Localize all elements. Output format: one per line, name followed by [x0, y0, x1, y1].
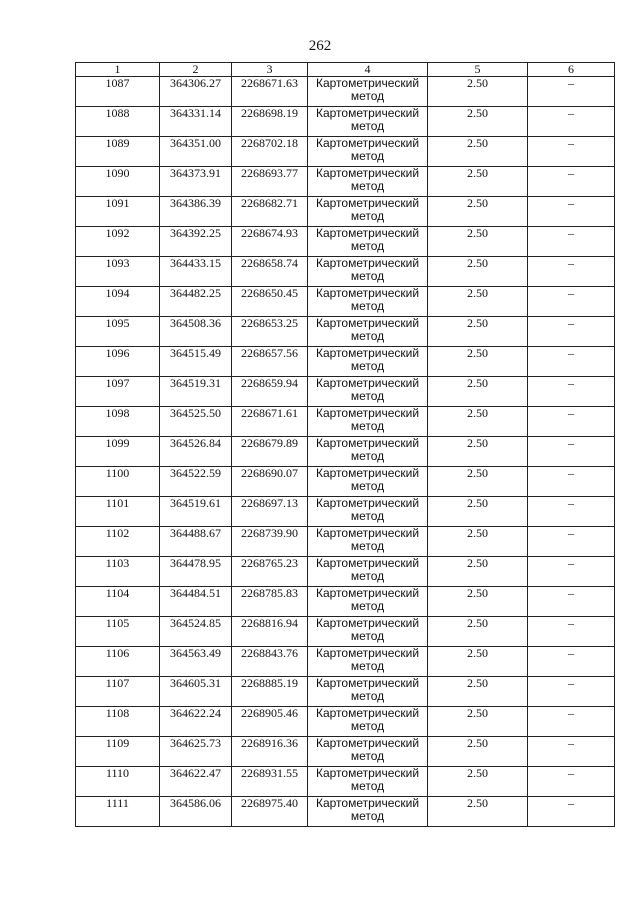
accuracy-value: 2.50: [428, 737, 528, 767]
method-line-2: метод: [350, 209, 385, 223]
empty-value-dash: –: [528, 257, 615, 287]
method-cell: [308, 107, 428, 137]
accuracy-value: 2.50: [428, 647, 528, 677]
table-row: [76, 437, 615, 467]
empty-value-dash: –: [528, 107, 615, 137]
method-cell: [308, 347, 428, 377]
empty-value-dash: –: [528, 767, 615, 797]
point-number: 1110: [76, 767, 160, 797]
method-cell: [308, 767, 428, 797]
empty-value-dash: –: [528, 347, 615, 377]
accuracy-value: 2.50: [428, 617, 528, 647]
coordinate-x: 364488.67: [160, 527, 232, 557]
point-number: 1088: [76, 107, 160, 137]
coordinate-x: 364331.14: [160, 107, 232, 137]
method-cell: [308, 317, 428, 347]
method-line-1: Картометрический: [315, 436, 420, 450]
coordinates-table: [75, 62, 615, 827]
point-number: 1107: [76, 677, 160, 707]
table-row: [76, 677, 615, 707]
method-line-1: Картометрический: [315, 346, 420, 360]
method-cell: [308, 467, 428, 497]
coordinate-x: 364392.25: [160, 227, 232, 257]
method-line-1: Картометрический: [315, 766, 420, 780]
method-line-1: Картометрический: [315, 796, 420, 810]
empty-value-dash: –: [528, 617, 615, 647]
empty-value-dash: –: [528, 437, 615, 467]
table-row: [76, 257, 615, 287]
coordinate-x: 364482.25: [160, 287, 232, 317]
coordinate-x: 364484.51: [160, 587, 232, 617]
point-number: 1093: [76, 257, 160, 287]
coordinate-x: 364563.49: [160, 647, 232, 677]
coordinate-x: 364478.95: [160, 557, 232, 587]
coordinate-x: 364515.49: [160, 347, 232, 377]
coordinate-y: 2268975.40: [232, 797, 308, 827]
method-line-1: Картометрический: [315, 616, 420, 630]
method-cell: [308, 167, 428, 197]
method-line-1: Картометрический: [315, 166, 420, 180]
coordinate-x: 364622.24: [160, 707, 232, 737]
header-row: [76, 63, 615, 77]
method-cell: [308, 407, 428, 437]
method-line-1: Картометрический: [315, 196, 420, 210]
table-row: [76, 107, 615, 137]
method-line-1: Картометрический: [315, 496, 420, 510]
method-line-2: метод: [350, 329, 385, 343]
empty-value-dash: –: [528, 497, 615, 527]
table-row: [76, 347, 615, 377]
coordinate-x: 364306.27: [160, 77, 232, 107]
coordinate-y: 2268671.63: [232, 77, 308, 107]
point-number: 1089: [76, 137, 160, 167]
point-number: 1090: [76, 167, 160, 197]
method-line-1: Картометрический: [315, 676, 420, 690]
coordinate-x: 364622.47: [160, 767, 232, 797]
method-cell: [308, 677, 428, 707]
coordinate-y: 2268739.90: [232, 527, 308, 557]
coordinate-x: 364524.85: [160, 617, 232, 647]
method-cell: [308, 287, 428, 317]
method-line-1: Картометрический: [315, 586, 420, 600]
accuracy-value: 2.50: [428, 137, 528, 167]
table-row: [76, 377, 615, 407]
method-line-2: метод: [350, 689, 385, 703]
empty-value-dash: –: [528, 467, 615, 497]
point-number: 1099: [76, 437, 160, 467]
column-header-6: 6: [528, 63, 615, 77]
coordinate-y: 2268671.61: [232, 407, 308, 437]
coordinate-x: 364625.73: [160, 737, 232, 767]
point-number: 1097: [76, 377, 160, 407]
empty-value-dash: –: [528, 737, 615, 767]
coordinate-y: 2268657.56: [232, 347, 308, 377]
accuracy-value: 2.50: [428, 527, 528, 557]
accuracy-value: 2.50: [428, 677, 528, 707]
accuracy-value: 2.50: [428, 557, 528, 587]
coordinate-y: 2268659.94: [232, 377, 308, 407]
method-line-2: метод: [350, 539, 385, 553]
empty-value-dash: –: [528, 677, 615, 707]
empty-value-dash: –: [528, 137, 615, 167]
point-number: 1102: [76, 527, 160, 557]
method-cell: [308, 527, 428, 557]
method-line-2: метод: [350, 629, 385, 643]
coordinate-x: 364605.31: [160, 677, 232, 707]
empty-value-dash: –: [528, 797, 615, 827]
accuracy-value: 2.50: [428, 347, 528, 377]
method-cell: [308, 737, 428, 767]
table-row: [76, 197, 615, 227]
empty-value-dash: –: [528, 227, 615, 257]
coordinate-x: 364386.39: [160, 197, 232, 227]
method-cell: [308, 377, 428, 407]
table-row: [76, 767, 615, 797]
coordinate-x: 364373.91: [160, 167, 232, 197]
method-line-2: метод: [350, 269, 385, 283]
method-line-2: метод: [350, 89, 385, 103]
point-number: 1095: [76, 317, 160, 347]
accuracy-value: 2.50: [428, 377, 528, 407]
table-row: [76, 707, 615, 737]
method-cell: [308, 77, 428, 107]
point-number: 1096: [76, 347, 160, 377]
method-line-2: метод: [350, 659, 385, 673]
coordinate-y: 2268653.25: [232, 317, 308, 347]
empty-value-dash: –: [528, 317, 615, 347]
coordinate-y: 2268674.93: [232, 227, 308, 257]
point-number: 1103: [76, 557, 160, 587]
method-cell: [308, 227, 428, 257]
page-number: 262: [308, 38, 332, 54]
table-row: [76, 137, 615, 167]
method-line-2: метод: [350, 599, 385, 613]
point-number: 1100: [76, 467, 160, 497]
coordinate-y: 2268816.94: [232, 617, 308, 647]
method-line-2: метод: [350, 749, 385, 763]
table-row: [76, 167, 615, 197]
method-cell: [308, 617, 428, 647]
method-cell: [308, 557, 428, 587]
method-cell: [308, 197, 428, 227]
point-number: 1105: [76, 617, 160, 647]
accuracy-value: 2.50: [428, 227, 528, 257]
accuracy-value: 2.50: [428, 797, 528, 827]
table-row: [76, 407, 615, 437]
empty-value-dash: –: [528, 287, 615, 317]
method-line-2: метод: [350, 719, 385, 733]
method-line-1: Картометрический: [315, 646, 420, 660]
empty-value-dash: –: [528, 167, 615, 197]
method-line-1: Картометрический: [315, 226, 420, 240]
column-header-3: 3: [232, 63, 308, 77]
column-header-1: 1: [76, 63, 160, 77]
point-number: 1104: [76, 587, 160, 617]
method-line-2: метод: [350, 809, 385, 823]
method-line-2: метод: [350, 449, 385, 463]
accuracy-value: 2.50: [428, 707, 528, 737]
column-header-2: 2: [160, 63, 232, 77]
column-header-4: 4: [308, 63, 428, 77]
coordinate-y: 2268785.83: [232, 587, 308, 617]
method-line-2: метод: [350, 779, 385, 793]
accuracy-value: 2.50: [428, 197, 528, 227]
method-line-1: Картометрический: [315, 466, 420, 480]
method-line-2: метод: [350, 119, 385, 133]
accuracy-value: 2.50: [428, 167, 528, 197]
method-cell: [308, 707, 428, 737]
method-line-2: метод: [350, 509, 385, 523]
coordinate-x: 364519.31: [160, 377, 232, 407]
table-row: [76, 317, 615, 347]
coordinate-x: 364586.06: [160, 797, 232, 827]
point-number: 1101: [76, 497, 160, 527]
accuracy-value: 2.50: [428, 767, 528, 797]
coordinate-y: 2268693.77: [232, 167, 308, 197]
table-row: [76, 647, 615, 677]
empty-value-dash: –: [528, 527, 615, 557]
method-line-2: метод: [350, 299, 385, 313]
coordinate-x: 364508.36: [160, 317, 232, 347]
accuracy-value: 2.50: [428, 257, 528, 287]
coordinate-y: 2268650.45: [232, 287, 308, 317]
method-line-1: Картометрический: [315, 406, 420, 420]
accuracy-value: 2.50: [428, 467, 528, 497]
empty-value-dash: –: [528, 557, 615, 587]
method-line-1: Картометрический: [315, 736, 420, 750]
method-line-2: метод: [350, 479, 385, 493]
empty-value-dash: –: [528, 377, 615, 407]
table-row: [76, 287, 615, 317]
accuracy-value: 2.50: [428, 107, 528, 137]
coordinate-y: 2268765.23: [232, 557, 308, 587]
point-number: 1091: [76, 197, 160, 227]
coordinate-x: 364433.15: [160, 257, 232, 287]
point-number: 1092: [76, 227, 160, 257]
method-cell: [308, 257, 428, 287]
empty-value-dash: –: [528, 707, 615, 737]
coordinate-x: 364519.61: [160, 497, 232, 527]
coordinate-y: 2268916.36: [232, 737, 308, 767]
method-cell: [308, 497, 428, 527]
method-cell: [308, 137, 428, 167]
table-row: [76, 617, 615, 647]
coordinate-y: 2268843.76: [232, 647, 308, 677]
method-line-2: метод: [350, 389, 385, 403]
coordinate-x: 364525.50: [160, 407, 232, 437]
method-line-1: Картометрический: [315, 316, 420, 330]
point-number: 1106: [76, 647, 160, 677]
accuracy-value: 2.50: [428, 437, 528, 467]
coordinate-x: 364526.84: [160, 437, 232, 467]
coordinate-y: 2268905.46: [232, 707, 308, 737]
coordinate-y: 2268690.07: [232, 467, 308, 497]
method-line-1: Картометрический: [315, 76, 420, 90]
table-row: [76, 467, 615, 497]
empty-value-dash: –: [528, 77, 615, 107]
empty-value-dash: –: [528, 587, 615, 617]
method-line-2: метод: [350, 179, 385, 193]
point-number: 1087: [76, 77, 160, 107]
coordinate-y: 2268679.89: [232, 437, 308, 467]
coordinate-y: 2268682.71: [232, 197, 308, 227]
method-line-2: метод: [350, 149, 385, 163]
coordinate-y: 2268658.74: [232, 257, 308, 287]
coordinate-y: 2268697.13: [232, 497, 308, 527]
point-number: 1094: [76, 287, 160, 317]
coordinate-y: 2268885.19: [232, 677, 308, 707]
table-body: [76, 77, 615, 827]
table-row: [76, 527, 615, 557]
point-number: 1109: [76, 737, 160, 767]
method-line-1: Картометрический: [315, 286, 420, 300]
method-cell: [308, 797, 428, 827]
empty-value-dash: –: [528, 197, 615, 227]
table-row: [76, 227, 615, 257]
table-header: [76, 63, 615, 77]
coordinate-y: 2268698.19: [232, 107, 308, 137]
coordinate-x: 364351.00: [160, 137, 232, 167]
method-line-1: Картометрический: [315, 526, 420, 540]
column-header-5: 5: [428, 63, 528, 77]
table-row: [76, 77, 615, 107]
point-number: 1098: [76, 407, 160, 437]
method-line-1: Картометрический: [315, 106, 420, 120]
accuracy-value: 2.50: [428, 77, 528, 107]
accuracy-value: 2.50: [428, 407, 528, 437]
method-line-2: метод: [350, 419, 385, 433]
table-row: [76, 557, 615, 587]
coordinate-y: 2268702.18: [232, 137, 308, 167]
method-cell: [308, 647, 428, 677]
table-row: [76, 587, 615, 617]
accuracy-value: 2.50: [428, 497, 528, 527]
empty-value-dash: –: [528, 407, 615, 437]
method-cell: [308, 587, 428, 617]
method-cell: [308, 437, 428, 467]
accuracy-value: 2.50: [428, 587, 528, 617]
point-number: 1108: [76, 707, 160, 737]
method-line-2: метод: [350, 239, 385, 253]
accuracy-value: 2.50: [428, 287, 528, 317]
table-row: [76, 497, 615, 527]
method-line-1: Картометрический: [315, 256, 420, 270]
method-line-1: Картометрический: [315, 706, 420, 720]
empty-value-dash: –: [528, 647, 615, 677]
accuracy-value: 2.50: [428, 317, 528, 347]
table-row: [76, 737, 615, 767]
point-number: 1111: [76, 797, 160, 827]
coordinate-x: 364522.59: [160, 467, 232, 497]
coordinate-y: 2268931.55: [232, 767, 308, 797]
method-line-2: метод: [350, 359, 385, 373]
method-line-1: Картометрический: [315, 376, 420, 390]
method-line-1: Картометрический: [315, 556, 420, 570]
table-row: [76, 797, 615, 827]
method-line-2: метод: [350, 569, 385, 583]
method-line-1: Картометрический: [315, 136, 420, 150]
